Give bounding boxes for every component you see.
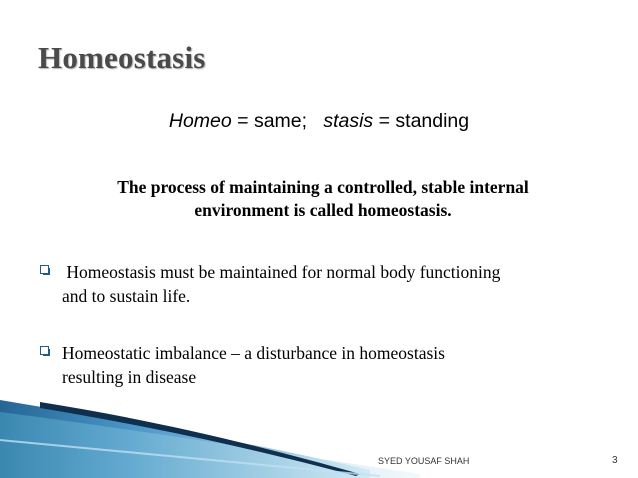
- slide-title: Homeostasis: [38, 40, 206, 75]
- term-stasis: stasis: [323, 110, 374, 132]
- bullet-item-2: [40, 341, 610, 389]
- bullet-2-line-1: Homeostatic imbalance – a disturbance in homeostasis: [62, 343, 445, 363]
- definition-line-2: environment is called homeostasis.: [194, 200, 452, 220]
- bullet-1-line-2: and to sustain life.: [62, 286, 191, 306]
- bullet-item-1: [40, 260, 610, 308]
- footer-author: SYED YOUSAF SHAH: [378, 456, 470, 466]
- bullet-2-line-2: resulting in disease: [62, 367, 197, 387]
- meaning-standing: = standing: [373, 110, 470, 132]
- definition-text: [58, 176, 588, 222]
- square-bullet-icon: [40, 265, 50, 275]
- square-bullet-icon: [40, 346, 50, 356]
- definition-line-1: The process of maintaining a controlled, stable internal: [117, 177, 529, 197]
- page-number: 3: [612, 455, 618, 466]
- bullet-1-line-1: Homeostasis must be maintained for normal body functioning: [62, 262, 501, 282]
- etymology-line: [0, 110, 638, 133]
- term-homeo: Homeo: [168, 110, 232, 132]
- meaning-same: = same;: [231, 110, 324, 132]
